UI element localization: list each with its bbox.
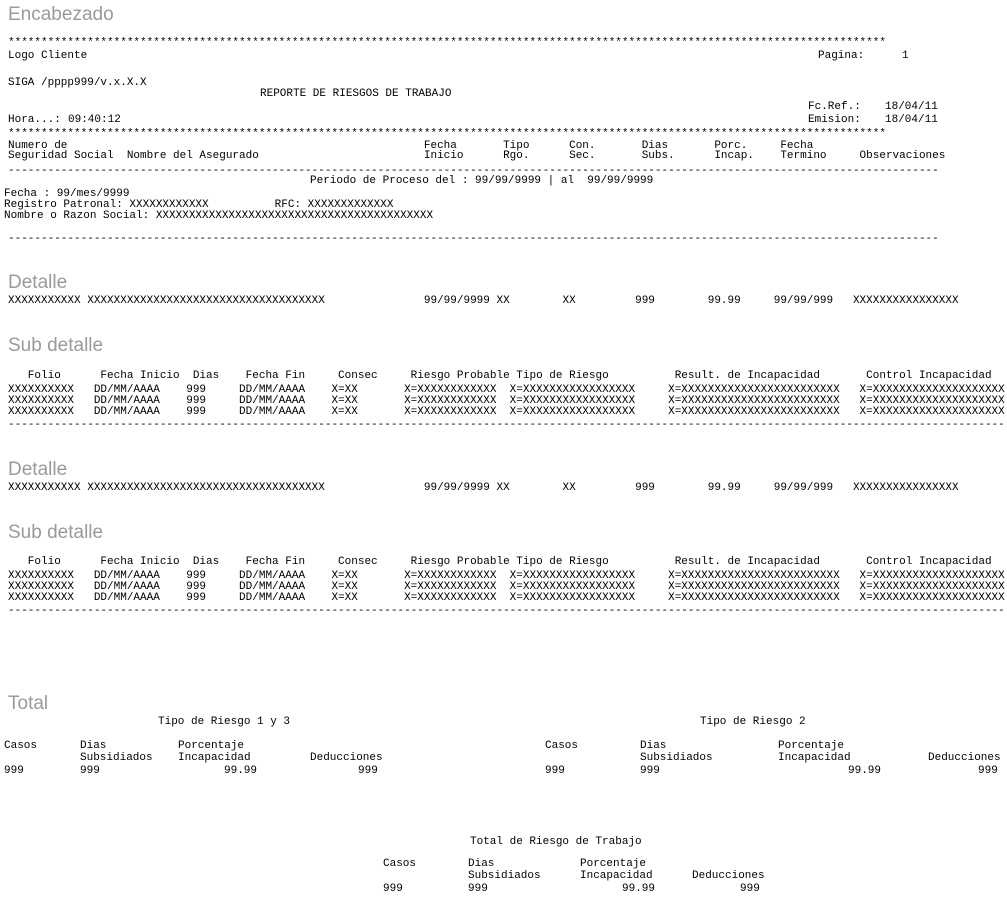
subdetail-row: XXXXXXXXXX DD/MM/AAAA 999 DD/MM/AAAA X=XX X=XXXXXXXXXXXX X=XXXXXXXXXXXXXXXXX X=XXXXXXXXXXXXXXXXXXXXXXXX X=XXXXXXXXXXXXXXXXXXXX [8, 581, 1005, 593]
process-period-line: Periodo de Proceso del : 99/99/9999 | al 99/99/9999 [310, 175, 654, 187]
total-right-casos-value: 999 [545, 765, 565, 777]
subdetail-row: XXXXXXXXXX DD/MM/AAAA 999 DD/MM/AAAA X=XX X=XXXXXXXXXXXX X=XXXXXXXXXXXXXXXXX X=XXXXXXXXXXXXXXXXXXXXXXXX X=XXXXXXXXXXXXXXXXXXXX [8, 592, 1005, 604]
time-label: Hora...: [8, 114, 61, 126]
total-left-incapacidad-value: 99.99 [224, 765, 258, 777]
total-right-deducciones-header: Deducciones [928, 752, 1001, 764]
total-left-deducciones-header: Deducciones [310, 752, 383, 764]
total-group-2-title: Tipo de Riesgo 2 [700, 716, 806, 728]
total-right-incapacidad-header: Incapacidad [778, 752, 851, 764]
total-left-casos-header: Casos [4, 740, 38, 752]
total-right-deducciones-value: 999 [978, 765, 998, 777]
section-detail-label-1: Detalle [8, 272, 68, 293]
total-right-dias-header: Dias [640, 740, 667, 752]
section-header-label: Encabezado [8, 4, 114, 25]
detail-row-2: XXXXXXXXXXX XXXXXXXXXXXXXXXXXXXXXXXXXXXXXXXXXXXX 99/99/9999 XX XX 999 99.99 99/99/999 XXXXXXXXXXXXXXXX [8, 482, 959, 494]
subdetail-row: XXXXXXXXXX DD/MM/AAAA 999 DD/MM/AAAA X=XX X=XXXXXXXXXXXX X=XXXXXXXXXXXXXXXXX X=XXXXXXXXXXXXXXXXXXXXXXXX X=XXXXXXXXXXXXXXXXXXXX [8, 570, 1005, 582]
grand-total-title: Total de Riesgo de Trabajo [470, 836, 642, 848]
report-title: REPORTE DE RIESGOS DE TRABAJO [260, 88, 452, 100]
column-headers-line-1: Numero de Fecha Tipo Con. Dias Porc. Fecha [8, 140, 814, 152]
subdetail-header-1: Folio Fecha Inicio Dias Fecha Fin Consec Riesgo Probable Tipo de Riesgo Result. de Incapacidad Control Incapacidad [8, 370, 992, 382]
grand-total-deducciones-value: 999 [740, 883, 760, 895]
header-rule-bottom: ************************************************************************************************************************************* [8, 128, 886, 140]
total-group-1-title: Tipo de Riesgo 1 y 3 [158, 716, 291, 728]
grand-total-casos-value: 999 [383, 883, 403, 895]
company-name-line: Nombre o Razon Social: XXXXXXXXXXXXXXXXXXXXXXXXXXXXXXXXXXXXXXXXXX [4, 210, 434, 222]
subdetail-dashed-rule-1: ------------------------------------------------------------------------------------------------------------------------------------------------------- [8, 419, 1005, 431]
page-number: 1 [902, 50, 909, 62]
system-version: SIGA /pppp999/v.x.X.X [8, 77, 147, 89]
grand-total-incapacidad-header: Incapacidad [580, 870, 653, 882]
header-dashed-rule: --------------------------------------------------------------------------------------------------------------------------------------------- [8, 165, 939, 177]
subdetail-row: XXXXXXXXXX DD/MM/AAAA 999 DD/MM/AAAA X=XX X=XXXXXXXXXXXX X=XXXXXXXXXXXXXXXXX X=XXXXXXXXXXXXXXXXXXXXXXXX X=XXXXXXXXXXXXXXXXXXXX [8, 406, 1005, 418]
total-left-incapacidad-header: Incapacidad [178, 752, 251, 764]
total-left-dias-header: Dias [80, 740, 107, 752]
total-left-casos-value: 999 [4, 765, 24, 777]
section-total-label: Total [8, 693, 49, 714]
total-right-incapacidad-value: 99.99 [848, 765, 882, 777]
subdetail-row: XXXXXXXXXX DD/MM/AAAA 999 DD/MM/AAAA X=XX X=XXXXXXXXXXXX X=XXXXXXXXXXXXXXXXX X=XXXXXXXXXXXXXXXXXXXXXXXX X=XXXXXXXXXXXXXXXXXXXX [8, 395, 1005, 407]
subdetail-header-2: Folio Fecha Inicio Dias Fecha Fin Consec Riesgo Probable Tipo de Riesgo Result. de Incapacidad Control Incapacidad [8, 556, 992, 568]
process-date-line: Fecha : 99/mes/9999 [4, 188, 130, 200]
header-rule-top: ************************************************************************************************************************************* [8, 37, 886, 49]
column-headers-line-2: Seguridad Social Nombre del Asegurado Inicio Rgo. Sec. Subs. Incap. Termino Observaciones [8, 150, 946, 162]
total-right-porcentaje-header: Porcentaje [778, 740, 845, 752]
grand-total-incapacidad-value: 99.99 [622, 883, 656, 895]
header-dashed-rule-2: --------------------------------------------------------------------------------------------------------------------------------------------- [8, 233, 939, 245]
grand-total-deducciones-header: Deducciones [692, 870, 765, 882]
time-value: 09:40:12 [68, 114, 121, 126]
total-left-subsidiados-header: Subsidiados [80, 752, 153, 764]
total-right-subsidiados-header: Subsidiados [640, 752, 713, 764]
issue-label: Emision: [808, 114, 861, 126]
issue-value: 18/04/11 [885, 114, 938, 126]
client-logo-text: Logo Cliente [8, 50, 88, 62]
grand-total-subsidiados-value: 999 [468, 883, 488, 895]
subdetail-dashed-rule-2: ------------------------------------------------------------------------------------------------------------------------------------------------------- [8, 605, 1005, 617]
ref-date-label: Fc.Ref.: [808, 101, 861, 113]
total-left-deducciones-value: 999 [358, 765, 378, 777]
section-detail-label-2: Detalle [8, 459, 68, 480]
employer-registry-line: Registro Patronal: XXXXXXXXXXXX RFC: XXXXXXXXXXXXX [4, 199, 394, 211]
detail-row-1: XXXXXXXXXXX XXXXXXXXXXXXXXXXXXXXXXXXXXXXXXXXXXXX 99/99/9999 XX XX 999 99.99 99/99/999 XXXXXXXXXXXXXXXX [8, 295, 959, 307]
total-left-subsidiados-value: 999 [80, 765, 100, 777]
page-label: Pagina: [818, 50, 865, 62]
subdetail-row: XXXXXXXXXX DD/MM/AAAA 999 DD/MM/AAAA X=XX X=XXXXXXXXXXXX X=XXXXXXXXXXXXXXXXX X=XXXXXXXXXXXXXXXXXXXXXXXX X=XXXXXXXXXXXXXXXXXXXX [8, 384, 1005, 396]
total-left-porcentaje-header: Porcentaje [178, 740, 245, 752]
grand-total-porcentaje-header: Porcentaje [580, 858, 647, 870]
section-subdetail-label-1: Sub detalle [8, 335, 104, 356]
ref-date-value: 18/04/11 [885, 101, 938, 113]
section-subdetail-label-2: Sub detalle [8, 522, 104, 543]
grand-total-dias-header: Dias [468, 858, 495, 870]
total-right-casos-header: Casos [545, 740, 579, 752]
grand-total-casos-header: Casos [383, 858, 417, 870]
grand-total-subsidiados-header: Subsidiados [468, 870, 541, 882]
total-right-subsidiados-value: 999 [640, 765, 660, 777]
